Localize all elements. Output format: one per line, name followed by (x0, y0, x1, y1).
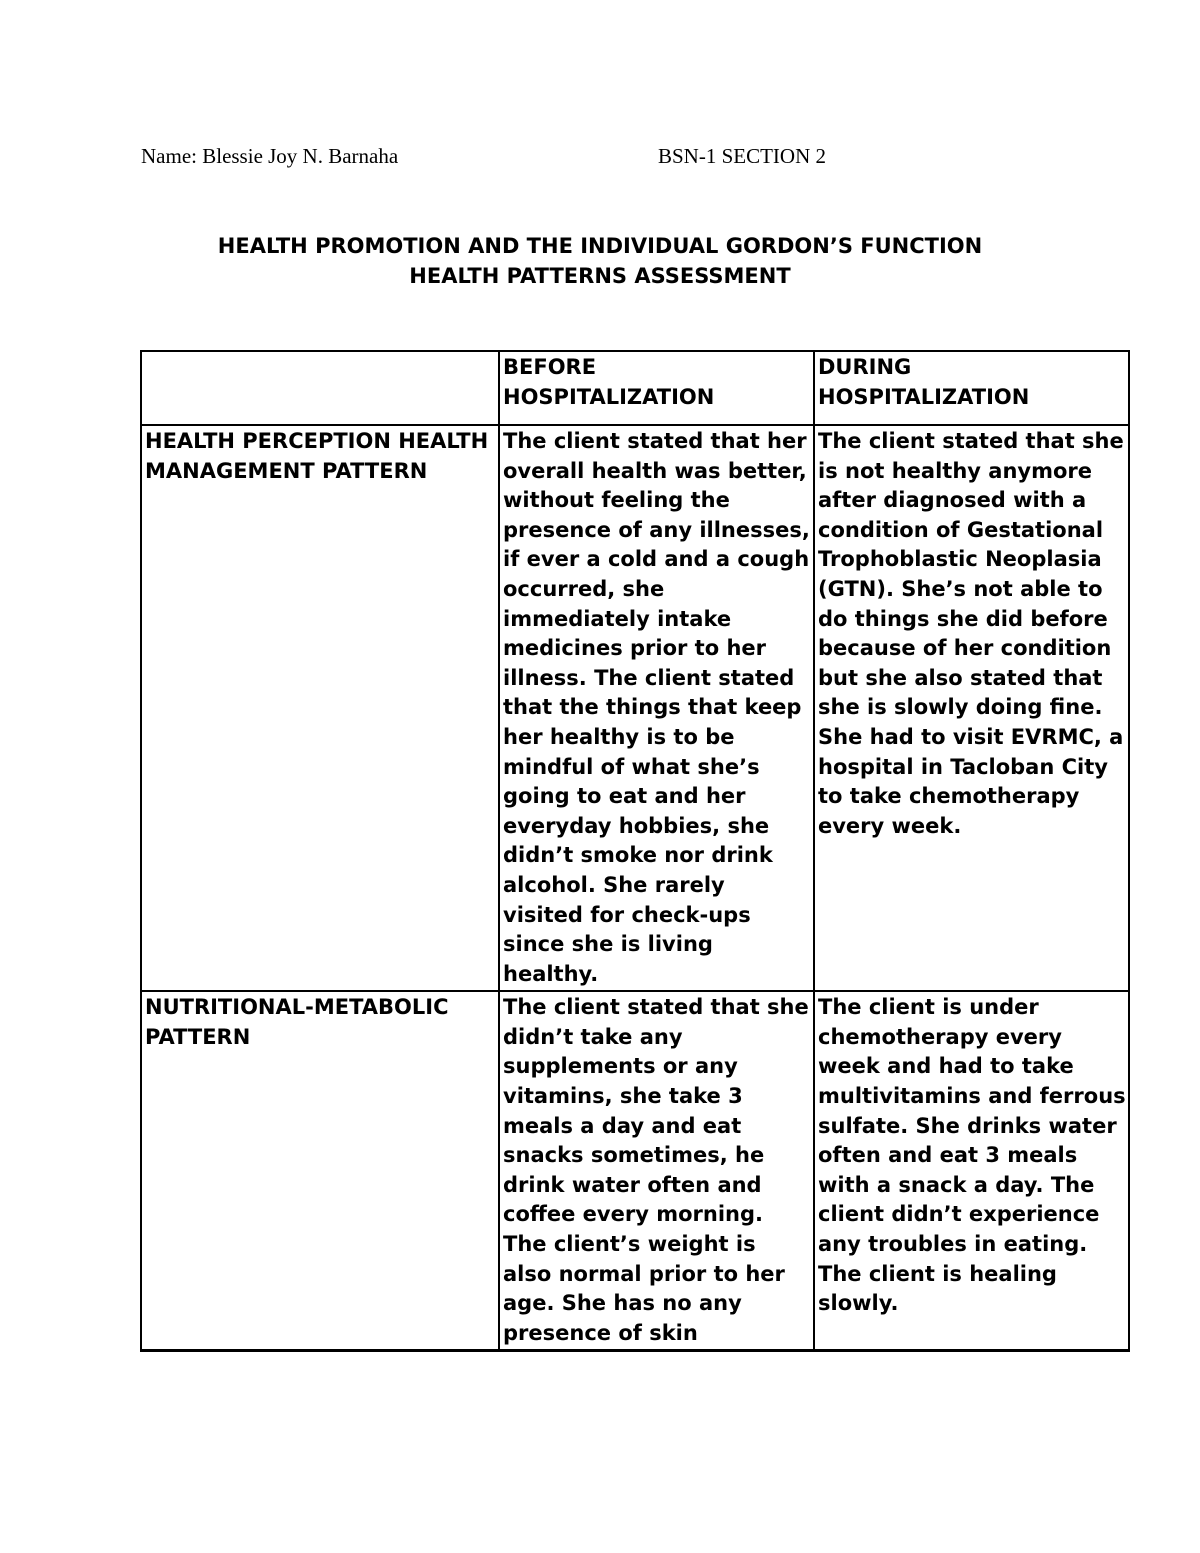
title-line-1: HEALTH PROMOTION AND THE INDIVIDUAL GORDON’S FUNCTION (217, 234, 983, 258)
during-cell: The client is under chemotherapy every week and had to take multivitamins and ferrous sulfate. She drinks water often and eat 3 meals with a snack a day. The client didn’t experience any troubles in eating. The client is healing slowly. (814, 991, 1129, 1351)
before-cell: The client stated that her overall health was better, without feeling the presence of any illnesses, if ever a cold and a cough occurred, she immediately intake medicines prior to her illness. The client stated that the things that keep her healthy is to be mindful of what she’s going to eat and her everyday hobbies, she didn’t smoke nor drink alcohol. She rarely visited for check-ups since she is living healthy. (499, 425, 814, 991)
header-cell-during: DURING HOSPITALIZATION (814, 351, 1129, 425)
assessment-table (140, 350, 1130, 1352)
student-section: BSN-1 SECTION 2 (658, 144, 827, 168)
title-line-2: HEALTH PATTERNS ASSESSMENT (409, 264, 791, 288)
during-cell: The client stated that she is not healthy anymore after diagnosed with a condition of Gestational Trophoblastic Neoplasia (GTN). She’s not able to do things she did before because of her condition but she also stated that she is slowly doing fine. She had to visit EVRMC, a hospital in Tacloban City to take chemotherapy every week. (814, 425, 1129, 991)
document-title (0, 231, 1200, 291)
header-cell-before: BEFORE HOSPITALIZATION (499, 351, 814, 425)
pattern-cell: HEALTH PERCEPTION HEALTH MANAGEMENT PATTERN (141, 425, 499, 991)
header-cell-blank (141, 351, 499, 425)
table-row (141, 991, 1129, 1351)
student-name: Name: Blessie Joy N. Barnaha (141, 144, 399, 168)
pattern-cell: NUTRITIONAL-METABOLIC PATTERN (141, 991, 499, 1351)
table-header-row (141, 351, 1129, 425)
table-row (141, 425, 1129, 991)
before-cell: The client stated that she didn’t take any supplements or any vitamins, she take 3 meals a day and eat snacks sometimes, he drink water often and coffee every morning. The client’s weight is also normal prior to her age. She has no any presence of skin (499, 991, 814, 1351)
